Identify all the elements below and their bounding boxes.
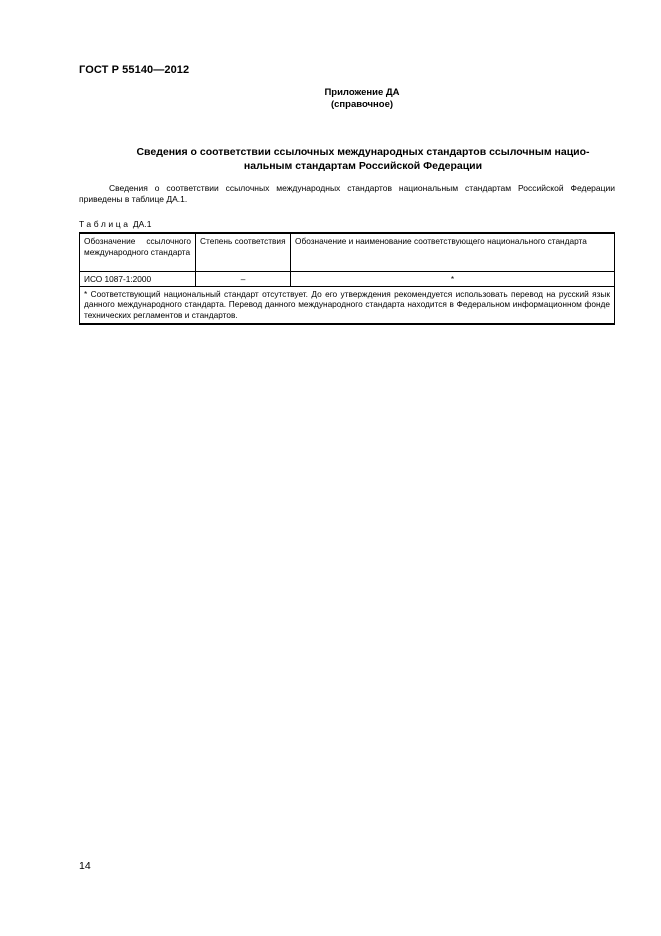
- section-title-line-1: Сведения о соответствии ссылочных международных стандартов ссылочным нацио-: [136, 146, 590, 158]
- annex-heading: [300, 87, 424, 111]
- table-caption-number: ДА.1: [132, 219, 152, 229]
- column-header-degree: Степень соответствия: [196, 233, 291, 272]
- column-header-national-standard: Обозначение и наименование соответствующего национального стандарта: [291, 233, 615, 272]
- table-row: [80, 272, 615, 287]
- cell-designation: ИСО 1087-1:2000: [80, 272, 196, 287]
- table-header-row: [80, 233, 615, 272]
- table-caption: [79, 219, 151, 229]
- section-title: [108, 145, 618, 173]
- annex-type: (справочное): [330, 99, 394, 110]
- column-header-designation: Обозначение ссылочного международного стандарта: [80, 233, 196, 272]
- page-number: 14: [79, 860, 91, 872]
- annex-title: Приложение ДА: [324, 87, 400, 98]
- cell-degree: –: [196, 272, 291, 287]
- table-caption-word: Таблица: [79, 219, 131, 229]
- section-title-line-2: нальным стандартам Российской Федерации: [243, 160, 483, 172]
- document-header-code: ГОСТ Р 55140—2012: [79, 64, 190, 76]
- intro-paragraph: Сведения о соответствии ссылочных международных стандартов национальным стандартам Российской Федерации приведены в таблице ДА.1.: [79, 183, 615, 204]
- cell-national-standard: *: [291, 272, 615, 287]
- table-footnote: * Соответствующий национальный стандарт отсутствует. До его утверждения рекомендуется использовать перевод на русский язык данного международного стандарта. Перевод данного международного стандарта находится в Федеральном информационном фонде технических регламентов и стандартов.: [80, 286, 615, 324]
- correspondence-table: [79, 232, 615, 325]
- table-footnote-row: [80, 286, 615, 324]
